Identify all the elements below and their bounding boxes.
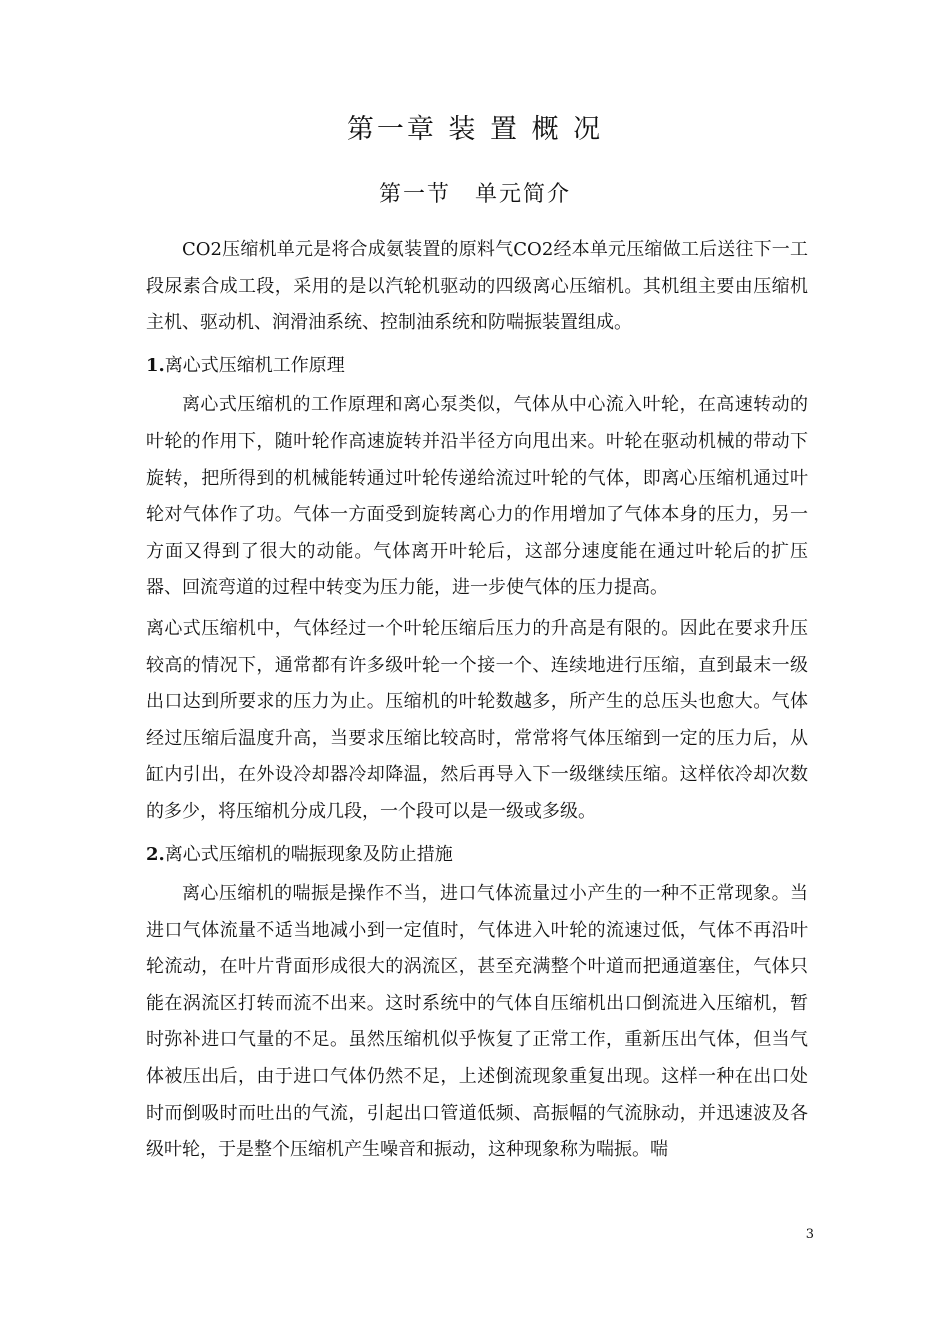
heading-1-number: 1. — [146, 354, 165, 376]
section1-paragraph-1: 离心式压缩机的工作原理和离心泵类似，气体从中心流入叶轮，在高速转动的叶轮的作用下，随叶轮作高速旋转并沿半径方向甩出来。叶轮在驱动机械的带动下旋转，把所得到的机械能转通过叶轮传递给流过叶轮的气体，即离心压缩机通过叶轮对气体作了功。气体一方面受到旋转离心力的作用增加了气体本身的压力，另一方面又得到了很大的动能。气体离开叶轮后，这部分速度能在通过叶轮后的扩压器、回流弯道的过程中转变为压力能，进一步使气体的压力提高。 — [146, 394, 808, 599]
section-heading-2 — [146, 837, 808, 874]
document-body — [146, 232, 808, 1169]
chapter-title: 第一章 装 置 概 况 — [346, 114, 604, 145]
section-heading-1 — [146, 348, 808, 385]
heading-2-number: 2. — [146, 843, 165, 865]
section-title: 第一节 单元简介 — [378, 182, 571, 207]
section2-paragraph-1: 离心压缩机的喘振是操作不当，进口气体流量过小产生的一种不正常现象。当进口气体流量不适当地减小到一定值时，气体进入叶轮的流速过低，气体不再沿叶轮流动，在叶片背面形成很大的涡流区，甚至充满整个叶道而把通道塞住，气体只能在涡流区打转而流不出来。这时系统中的气体自压缩机出口倒流进入压缩机，暂时弥补进口气量的不足。虽然压缩机似乎恢复了正常工作，重新压出气体，但当气体被压出后，由于进口气体仍然不足，上述倒流现象重复出现。这样一种在出口处时而倒吸时而吐出的气流，引起出口管道低频、高振幅的气流脉动，并迅速波及各级叶轮，于是整个压缩机产生噪音和振动，这种现象称为喘振。喘 — [146, 883, 808, 1161]
heading-2-text: 离心式压缩机的喘振现象及防止措施 — [164, 843, 453, 865]
intro-paragraph: CO2压缩机单元是将合成氨装置的原料气CO2经本单元压缩做工后送往下一工段尿素合成工段，采用的是以汽轮机驱动的四级离心压缩机。其机组主要由压缩机主机、驱动机、润滑油系统、控制油系统和防喘振装置组成。 — [146, 239, 808, 334]
page-number: 3 — [805, 1227, 814, 1242]
heading-1-text: 离心式压缩机工作原理 — [164, 354, 345, 376]
section1-paragraph-2: 离心式压缩机中，气体经过一个叶轮压缩后压力的升高是有限的。因此在要求升压较高的情况下，通常都有许多级叶轮一个接一个、连续地进行压缩，直到最末一级出口达到所要求的压力为止。压缩机的叶轮数越多，所产生的总压头也愈大。气体经过压缩后温度升高，当要求压缩比较高时，常常将气体压缩到一定的压力后，从缸内引出，在外设冷却器冷却降温，然后再导入下一级继续压缩。这样依冷却次数的多少，将压缩机分成几段，一个段可以是一级或多级。 — [146, 617, 808, 822]
